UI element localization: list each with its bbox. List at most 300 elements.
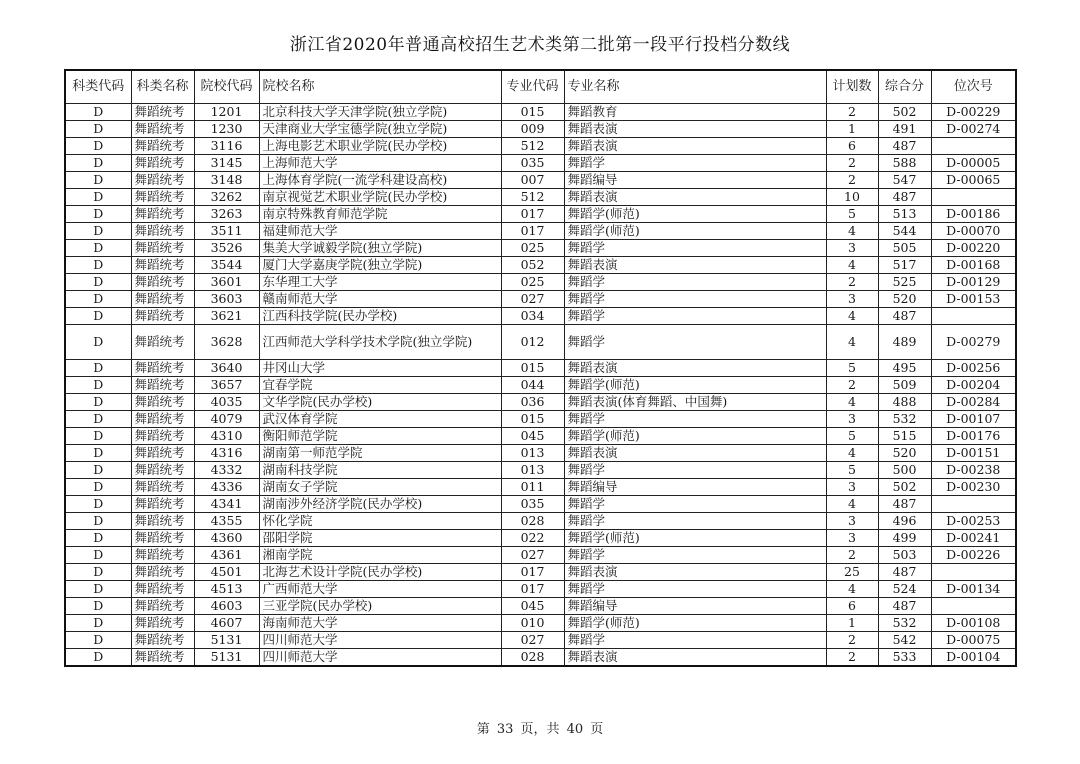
category-code-cell: D — [65, 377, 131, 394]
table-row — [65, 138, 1016, 155]
table-row — [65, 325, 1016, 360]
table-row — [65, 615, 1016, 632]
composite-score-cell: 489 — [878, 325, 931, 360]
plan-count-cell: 3 — [826, 530, 878, 547]
category-name-cell: 舞蹈统考 — [131, 291, 194, 308]
table-row — [65, 564, 1016, 581]
header-category-code: 科类代码 — [65, 70, 131, 104]
composite-score-cell: 487 — [878, 308, 931, 325]
rank-number-cell — [931, 598, 1016, 615]
page-number-footer: 第 33 页，共 40 页 — [476, 722, 604, 737]
table-body — [65, 104, 1016, 667]
major-code-cell: 015 — [501, 360, 564, 377]
header-major-code: 专业代码 — [501, 70, 564, 104]
category-name-cell: 舞蹈统考 — [131, 394, 194, 411]
rank-number-cell: D-00168 — [931, 257, 1016, 274]
school-code-cell: 3657 — [194, 377, 259, 394]
major-code-cell: 045 — [501, 598, 564, 615]
school-name-cell: 邵阳学院 — [259, 530, 501, 547]
rank-number-cell: D-00075 — [931, 632, 1016, 649]
school-code-cell: 3526 — [194, 240, 259, 257]
rank-number-cell — [931, 308, 1016, 325]
plan-count-cell: 6 — [826, 598, 878, 615]
school-name-cell: 文华学院(民办学校) — [259, 394, 501, 411]
major-name-cell: 舞蹈学(师范) — [564, 377, 826, 394]
composite-score-cell: 505 — [878, 240, 931, 257]
school-code-cell: 3544 — [194, 257, 259, 274]
school-code-cell: 4316 — [194, 445, 259, 462]
major-code-cell: 027 — [501, 291, 564, 308]
school-name-cell: 湘南学院 — [259, 547, 501, 564]
header-plan-count: 计划数 — [826, 70, 878, 104]
major-code-cell: 015 — [501, 411, 564, 428]
rank-number-cell: D-00220 — [931, 240, 1016, 257]
school-code-cell: 4332 — [194, 462, 259, 479]
category-code-cell: D — [65, 274, 131, 291]
school-code-cell: 3628 — [194, 325, 259, 360]
major-name-cell: 舞蹈学 — [564, 632, 826, 649]
composite-score-cell: 491 — [878, 121, 931, 138]
plan-count-cell: 2 — [826, 547, 878, 564]
rank-number-cell: D-00104 — [931, 649, 1016, 667]
plan-count-cell: 2 — [826, 632, 878, 649]
rank-number-cell: D-00129 — [931, 274, 1016, 291]
major-code-cell: 027 — [501, 547, 564, 564]
category-name-cell: 舞蹈统考 — [131, 479, 194, 496]
composite-score-cell: 487 — [878, 496, 931, 513]
rank-number-cell: D-00176 — [931, 428, 1016, 445]
plan-count-cell: 3 — [826, 240, 878, 257]
school-code-cell: 4341 — [194, 496, 259, 513]
major-name-cell: 舞蹈表演 — [564, 649, 826, 667]
category-name-cell: 舞蹈统考 — [131, 257, 194, 274]
plan-count-cell: 2 — [826, 172, 878, 189]
major-code-cell: 012 — [501, 325, 564, 360]
major-name-cell: 舞蹈表演 — [564, 360, 826, 377]
category-code-cell: D — [65, 240, 131, 257]
major-code-cell: 017 — [501, 581, 564, 598]
plan-count-cell: 6 — [826, 138, 878, 155]
category-name-cell: 舞蹈统考 — [131, 411, 194, 428]
category-name-cell: 舞蹈统考 — [131, 360, 194, 377]
rank-number-cell: D-00241 — [931, 530, 1016, 547]
category-code-cell: D — [65, 138, 131, 155]
school-name-cell: 湖南女子学院 — [259, 479, 501, 496]
category-name-cell: 舞蹈统考 — [131, 189, 194, 206]
category-code-cell: D — [65, 649, 131, 667]
school-code-cell: 1230 — [194, 121, 259, 138]
major-code-cell: 052 — [501, 257, 564, 274]
composite-score-cell: 588 — [878, 155, 931, 172]
plan-count-cell: 5 — [826, 462, 878, 479]
school-code-cell: 4513 — [194, 581, 259, 598]
rank-number-cell: D-00107 — [931, 411, 1016, 428]
composite-score-cell: 513 — [878, 206, 931, 223]
plan-count-cell: 4 — [826, 581, 878, 598]
category-code-cell: D — [65, 104, 131, 121]
school-code-cell: 3601 — [194, 274, 259, 291]
school-name-cell: 湖南第一师范学院 — [259, 445, 501, 462]
school-name-cell: 北海艺术设计学院(民办学校) — [259, 564, 501, 581]
category-code-cell: D — [65, 394, 131, 411]
school-code-cell: 3262 — [194, 189, 259, 206]
major-name-cell: 舞蹈学 — [564, 462, 826, 479]
table-row — [65, 121, 1016, 138]
rank-number-cell — [931, 138, 1016, 155]
major-name-cell: 舞蹈表演 — [564, 445, 826, 462]
composite-score-cell: 525 — [878, 274, 931, 291]
category-code-cell: D — [65, 121, 131, 138]
composite-score-cell: 532 — [878, 615, 931, 632]
plan-count-cell: 4 — [826, 325, 878, 360]
rank-number-cell: D-00065 — [931, 172, 1016, 189]
category-name-cell: 舞蹈统考 — [131, 172, 194, 189]
school-code-cell: 1201 — [194, 104, 259, 121]
major-name-cell: 舞蹈学 — [564, 513, 826, 530]
major-code-cell: 015 — [501, 104, 564, 121]
school-name-cell: 厦门大学嘉庚学院(独立学院) — [259, 257, 501, 274]
major-name-cell: 舞蹈表演 — [564, 138, 826, 155]
school-name-cell: 南京特殊教育师范学院 — [259, 206, 501, 223]
major-name-cell: 舞蹈学(师范) — [564, 428, 826, 445]
school-name-cell: 武汉体育学院 — [259, 411, 501, 428]
plan-count-cell: 5 — [826, 360, 878, 377]
major-code-cell: 017 — [501, 564, 564, 581]
composite-score-cell: 488 — [878, 394, 931, 411]
major-code-cell: 512 — [501, 189, 564, 206]
composite-score-cell: 520 — [878, 291, 931, 308]
category-name-cell: 舞蹈统考 — [131, 462, 194, 479]
rank-number-cell: D-00005 — [931, 155, 1016, 172]
school-name-cell: 湖南科技学院 — [259, 462, 501, 479]
major-code-cell: 017 — [501, 206, 564, 223]
major-name-cell: 舞蹈学(师范) — [564, 206, 826, 223]
school-name-cell: 宜春学院 — [259, 377, 501, 394]
category-name-cell: 舞蹈统考 — [131, 308, 194, 325]
plan-count-cell: 2 — [826, 104, 878, 121]
school-code-cell: 5131 — [194, 649, 259, 667]
school-code-cell: 4355 — [194, 513, 259, 530]
plan-count-cell: 4 — [826, 394, 878, 411]
composite-score-cell: 503 — [878, 547, 931, 564]
rank-number-cell: D-00229 — [931, 104, 1016, 121]
major-code-cell: 045 — [501, 428, 564, 445]
composite-score-cell: 517 — [878, 257, 931, 274]
major-name-cell: 舞蹈学 — [564, 240, 826, 257]
admission-score-table-container — [64, 69, 1015, 667]
major-name-cell: 舞蹈表演 — [564, 189, 826, 206]
school-name-cell: 衡阳师范学院 — [259, 428, 501, 445]
category-code-cell: D — [65, 428, 131, 445]
major-name-cell: 舞蹈学 — [564, 547, 826, 564]
school-code-cell: 3511 — [194, 223, 259, 240]
major-name-cell: 舞蹈学 — [564, 291, 826, 308]
rank-number-cell: D-00186 — [931, 206, 1016, 223]
table-row — [65, 223, 1016, 240]
category-name-cell: 舞蹈统考 — [131, 649, 194, 667]
school-code-cell: 3116 — [194, 138, 259, 155]
plan-count-cell: 2 — [826, 155, 878, 172]
major-code-cell: 512 — [501, 138, 564, 155]
composite-score-cell: 532 — [878, 411, 931, 428]
plan-count-cell: 4 — [826, 257, 878, 274]
table-row — [65, 462, 1016, 479]
school-name-cell: 南京视觉艺术职业学院(民办学校) — [259, 189, 501, 206]
school-code-cell: 3263 — [194, 206, 259, 223]
header-rank-number: 位次号 — [931, 70, 1016, 104]
plan-count-cell: 3 — [826, 291, 878, 308]
table-row — [65, 547, 1016, 564]
header-category-name: 科类名称 — [131, 70, 194, 104]
category-code-cell: D — [65, 189, 131, 206]
major-name-cell: 舞蹈表演 — [564, 564, 826, 581]
rank-number-cell: D-00204 — [931, 377, 1016, 394]
major-name-cell: 舞蹈学 — [564, 325, 826, 360]
category-code-cell: D — [65, 223, 131, 240]
school-name-cell: 广西师范大学 — [259, 581, 501, 598]
major-name-cell: 舞蹈编导 — [564, 172, 826, 189]
major-code-cell: 034 — [501, 308, 564, 325]
table-row — [65, 308, 1016, 325]
plan-count-cell: 2 — [826, 377, 878, 394]
major-code-cell: 010 — [501, 615, 564, 632]
school-code-cell: 3621 — [194, 308, 259, 325]
composite-score-cell: 495 — [878, 360, 931, 377]
composite-score-cell: 520 — [878, 445, 931, 462]
school-code-cell: 4361 — [194, 547, 259, 564]
school-code-cell: 3640 — [194, 360, 259, 377]
category-code-cell: D — [65, 360, 131, 377]
table-row — [65, 479, 1016, 496]
rank-number-cell: D-00134 — [931, 581, 1016, 598]
category-name-cell: 舞蹈统考 — [131, 581, 194, 598]
header-school-name: 院校名称 — [259, 70, 501, 104]
rank-number-cell: D-00238 — [931, 462, 1016, 479]
category-code-cell: D — [65, 445, 131, 462]
school-code-cell: 4501 — [194, 564, 259, 581]
table-row — [65, 189, 1016, 206]
school-name-cell: 三亚学院(民办学校) — [259, 598, 501, 615]
major-code-cell: 022 — [501, 530, 564, 547]
category-code-cell: D — [65, 496, 131, 513]
composite-score-cell: 499 — [878, 530, 931, 547]
major-code-cell: 013 — [501, 445, 564, 462]
school-name-cell: 井冈山大学 — [259, 360, 501, 377]
category-code-cell: D — [65, 172, 131, 189]
category-code-cell: D — [65, 462, 131, 479]
plan-count-cell: 4 — [826, 223, 878, 240]
rank-number-cell: D-00274 — [931, 121, 1016, 138]
table-row — [65, 360, 1016, 377]
school-name-cell: 江西师范大学科学技术学院(独立学院) — [259, 325, 501, 360]
category-name-cell: 舞蹈统考 — [131, 325, 194, 360]
school-code-cell: 4336 — [194, 479, 259, 496]
table-row — [65, 172, 1016, 189]
category-name-cell: 舞蹈统考 — [131, 428, 194, 445]
school-code-cell: 4607 — [194, 615, 259, 632]
major-code-cell: 025 — [501, 274, 564, 291]
category-code-cell: D — [65, 308, 131, 325]
major-name-cell: 舞蹈编导 — [564, 479, 826, 496]
school-name-cell: 怀化学院 — [259, 513, 501, 530]
category-code-cell: D — [65, 155, 131, 172]
category-code-cell: D — [65, 411, 131, 428]
category-code-cell: D — [65, 479, 131, 496]
composite-score-cell: 524 — [878, 581, 931, 598]
major-name-cell: 舞蹈学 — [564, 308, 826, 325]
school-name-cell: 赣南师范大学 — [259, 291, 501, 308]
category-name-cell: 舞蹈统考 — [131, 513, 194, 530]
category-name-cell: 舞蹈统考 — [131, 121, 194, 138]
major-name-cell: 舞蹈表演 — [564, 257, 826, 274]
plan-count-cell: 3 — [826, 513, 878, 530]
table-row — [65, 155, 1016, 172]
composite-score-cell: 502 — [878, 479, 931, 496]
table-row — [65, 104, 1016, 121]
major-code-cell: 035 — [501, 155, 564, 172]
header-school-code: 院校代码 — [194, 70, 259, 104]
category-name-cell: 舞蹈统考 — [131, 104, 194, 121]
plan-count-cell: 1 — [826, 121, 878, 138]
major-code-cell: 027 — [501, 632, 564, 649]
school-name-cell: 湖南涉外经济学院(民办学校) — [259, 496, 501, 513]
table-row — [65, 530, 1016, 547]
composite-score-cell: 487 — [878, 564, 931, 581]
school-name-cell: 天津商业大学宝德学院(独立学院) — [259, 121, 501, 138]
composite-score-cell: 547 — [878, 172, 931, 189]
category-name-cell: 舞蹈统考 — [131, 564, 194, 581]
category-name-cell: 舞蹈统考 — [131, 445, 194, 462]
category-code-cell: D — [65, 564, 131, 581]
composite-score-cell: 515 — [878, 428, 931, 445]
table-row — [65, 206, 1016, 223]
major-name-cell: 舞蹈编导 — [564, 598, 826, 615]
table-row — [65, 274, 1016, 291]
school-name-cell: 上海电影艺术职业学院(民办学校) — [259, 138, 501, 155]
plan-count-cell: 4 — [826, 445, 878, 462]
major-name-cell: 舞蹈教育 — [564, 104, 826, 121]
major-name-cell: 舞蹈学 — [564, 155, 826, 172]
category-name-cell: 舞蹈统考 — [131, 274, 194, 291]
plan-count-cell: 25 — [826, 564, 878, 581]
school-name-cell: 集美大学诚毅学院(独立学院) — [259, 240, 501, 257]
school-code-cell: 3603 — [194, 291, 259, 308]
rank-number-cell — [931, 564, 1016, 581]
major-code-cell: 036 — [501, 394, 564, 411]
major-name-cell: 舞蹈学 — [564, 411, 826, 428]
plan-count-cell: 2 — [826, 649, 878, 667]
category-name-cell: 舞蹈统考 — [131, 155, 194, 172]
category-code-cell: D — [65, 632, 131, 649]
school-code-cell: 4035 — [194, 394, 259, 411]
school-code-cell: 3145 — [194, 155, 259, 172]
page-title: 浙江省2020年普通高校招生艺术类第二批第一段平行投档分数线 — [289, 35, 791, 55]
major-code-cell: 025 — [501, 240, 564, 257]
major-name-cell: 舞蹈学(师范) — [564, 530, 826, 547]
composite-score-cell: 533 — [878, 649, 931, 667]
table-row — [65, 257, 1016, 274]
header-composite-score: 综合分 — [878, 70, 931, 104]
plan-count-cell: 2 — [826, 274, 878, 291]
plan-count-cell: 1 — [826, 615, 878, 632]
category-name-cell: 舞蹈统考 — [131, 223, 194, 240]
table-row — [65, 394, 1016, 411]
rank-number-cell: D-00284 — [931, 394, 1016, 411]
composite-score-cell: 509 — [878, 377, 931, 394]
rank-number-cell: D-00070 — [931, 223, 1016, 240]
major-code-cell: 013 — [501, 462, 564, 479]
category-name-cell: 舞蹈统考 — [131, 206, 194, 223]
school-code-cell: 4360 — [194, 530, 259, 547]
rank-number-cell: D-00256 — [931, 360, 1016, 377]
table-row — [65, 411, 1016, 428]
rank-number-cell: D-00108 — [931, 615, 1016, 632]
table-row — [65, 598, 1016, 615]
table-row — [65, 513, 1016, 530]
rank-number-cell: D-00226 — [931, 547, 1016, 564]
category-code-cell: D — [65, 257, 131, 274]
rank-number-cell — [931, 496, 1016, 513]
composite-score-cell: 496 — [878, 513, 931, 530]
admission-score-table — [64, 69, 1017, 667]
composite-score-cell: 487 — [878, 138, 931, 155]
school-name-cell: 上海体育学院(一流学科建设高校) — [259, 172, 501, 189]
school-name-cell: 东华理工大学 — [259, 274, 501, 291]
school-code-cell: 4079 — [194, 411, 259, 428]
header-major-name: 专业名称 — [564, 70, 826, 104]
category-name-cell: 舞蹈统考 — [131, 138, 194, 155]
composite-score-cell: 487 — [878, 189, 931, 206]
category-code-cell: D — [65, 547, 131, 564]
school-name-cell: 四川师范大学 — [259, 632, 501, 649]
category-name-cell: 舞蹈统考 — [131, 377, 194, 394]
composite-score-cell: 500 — [878, 462, 931, 479]
major-name-cell: 舞蹈学 — [564, 496, 826, 513]
table-row — [65, 496, 1016, 513]
rank-number-cell: D-00279 — [931, 325, 1016, 360]
school-name-cell: 福建师范大学 — [259, 223, 501, 240]
school-name-cell: 北京科技大学天津学院(独立学院) — [259, 104, 501, 121]
category-code-cell: D — [65, 291, 131, 308]
major-code-cell: 028 — [501, 513, 564, 530]
category-code-cell: D — [65, 325, 131, 360]
rank-number-cell: D-00230 — [931, 479, 1016, 496]
composite-score-cell: 502 — [878, 104, 931, 121]
major-code-cell: 007 — [501, 172, 564, 189]
category-code-cell: D — [65, 206, 131, 223]
category-code-cell: D — [65, 530, 131, 547]
major-name-cell: 舞蹈学 — [564, 581, 826, 598]
composite-score-cell: 542 — [878, 632, 931, 649]
major-code-cell: 044 — [501, 377, 564, 394]
composite-score-cell: 544 — [878, 223, 931, 240]
school-code-cell: 4310 — [194, 428, 259, 445]
table-row — [65, 581, 1016, 598]
school-code-cell: 4603 — [194, 598, 259, 615]
school-name-cell: 海南师范大学 — [259, 615, 501, 632]
rank-number-cell: D-00151 — [931, 445, 1016, 462]
major-name-cell: 舞蹈学(师范) — [564, 223, 826, 240]
major-code-cell: 017 — [501, 223, 564, 240]
plan-count-cell: 10 — [826, 189, 878, 206]
major-code-cell: 035 — [501, 496, 564, 513]
category-code-cell: D — [65, 581, 131, 598]
category-code-cell: D — [65, 513, 131, 530]
table-header-row — [65, 70, 1016, 104]
table-row — [65, 632, 1016, 649]
plan-count-cell: 5 — [826, 428, 878, 445]
rank-number-cell: D-00253 — [931, 513, 1016, 530]
